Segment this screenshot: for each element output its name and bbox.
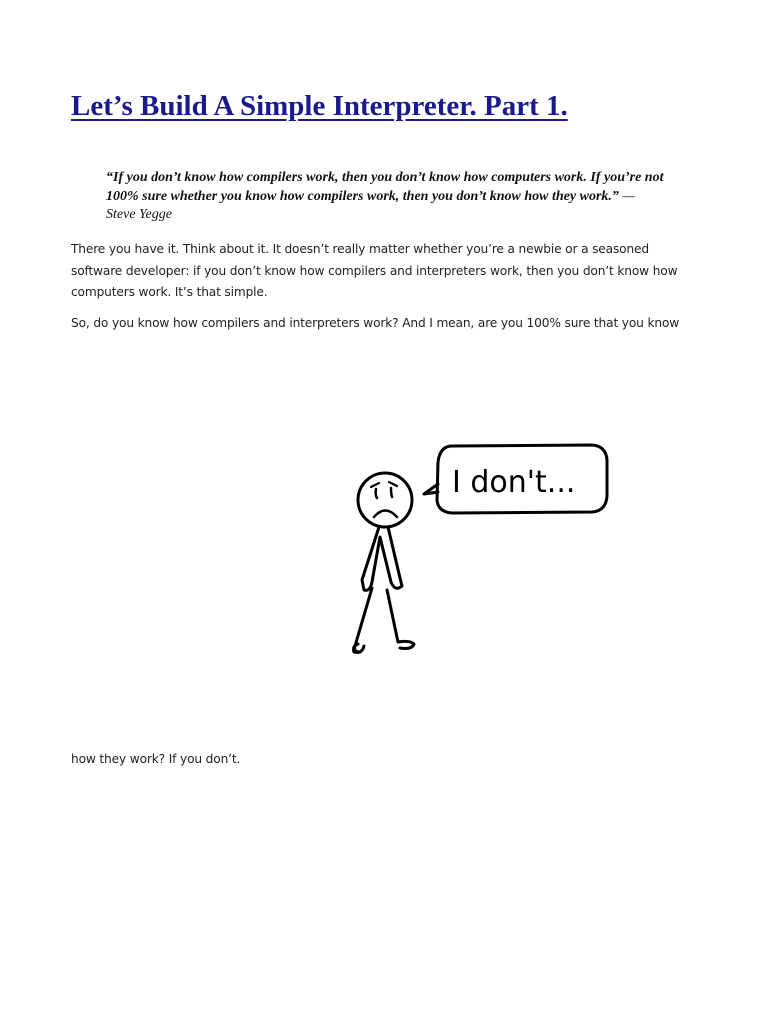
speech-bubble-text: I don't... [452, 465, 576, 500]
page-title[interactable]: Let’s Build A Simple Interpreter. Part 1. [71, 90, 568, 122]
paragraph-line: software developer: if you don’t know how compilers and interpreters work, then you don’t know how [71, 263, 678, 278]
quote-attribution: — Steve Yegge [106, 188, 635, 222]
quote-text: “If you don’t know how compilers work, then you don’t know how computers work. If you’re not 100% sure whether you know how compilers work, then you don’t know how they work.” [106, 170, 664, 204]
head [358, 473, 412, 527]
sad-stick-figure-icon [340, 432, 620, 662]
paragraph-line: computers work. It’s that simple. [71, 285, 268, 299]
stick-figure-illustration [340, 432, 620, 662]
legs [355, 588, 372, 652]
paragraph-line: There you have it. Think about it. It doesn’t really matter whether you’re a newbie or a seasoned [71, 242, 649, 256]
body [362, 527, 402, 590]
epigraph-quote [106, 169, 666, 225]
paragraph-continuation: how they work? If you don’t. [71, 752, 241, 766]
paragraph-question: So, do you know how compilers and interpreters work? And I mean, are you 100% sure that you know [71, 316, 680, 330]
paragraph-intro [71, 239, 677, 304]
